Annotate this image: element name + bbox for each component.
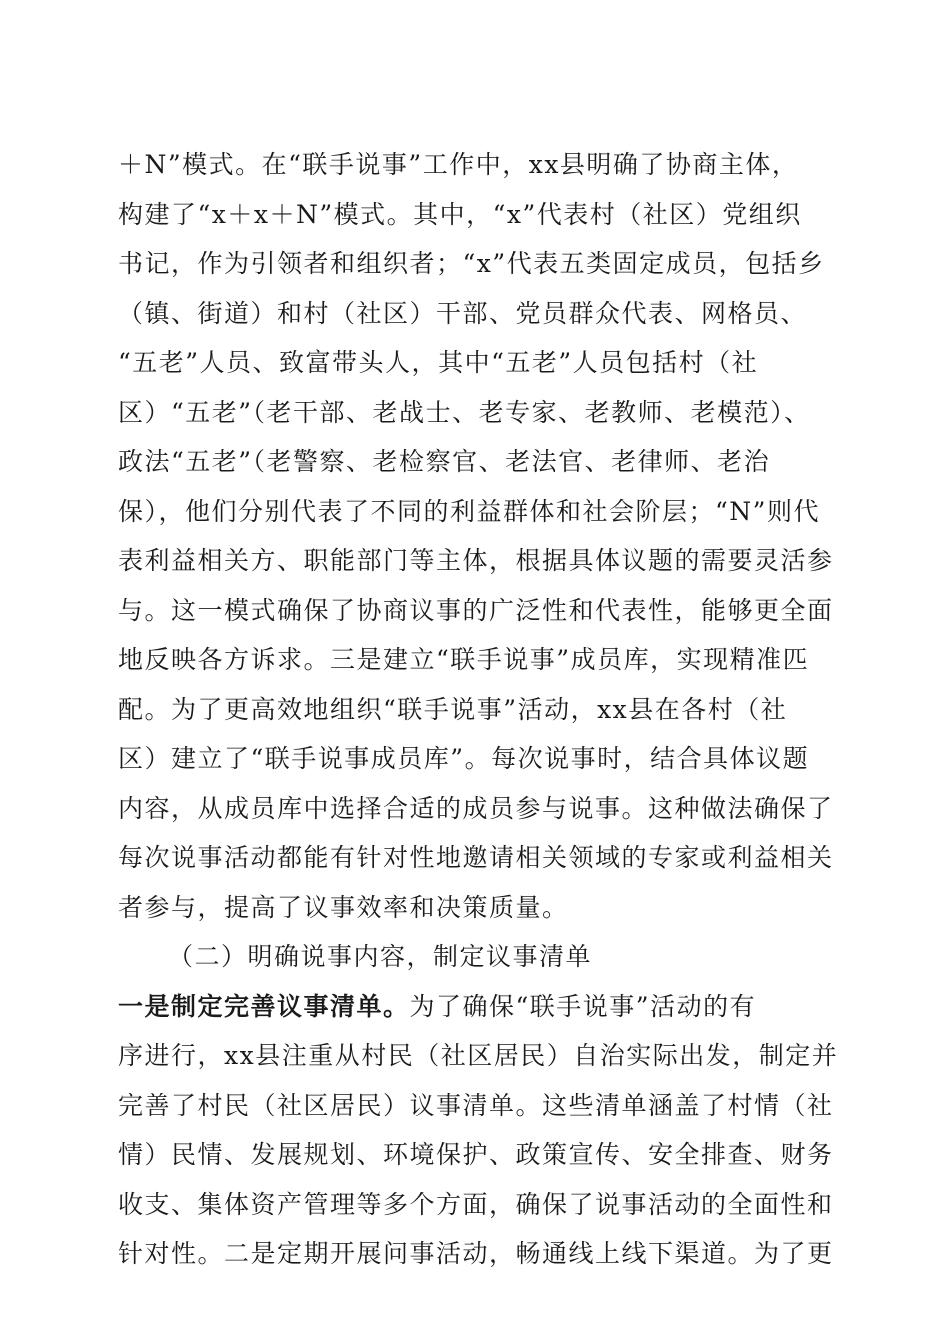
text-line: 政法“五老”（老警察、老检察官、老法官、老律师、老治	[118, 447, 771, 476]
body-text	[118, 140, 839, 1279]
text-line: 地反映各方诉求。三是建立“联手说事”成员库，实现精准匹	[118, 645, 810, 674]
lead-sentence: 一是制定完善议事清单。	[118, 991, 410, 1021]
text-line: 内容，从成员库中选择合适的成员参与说事。这种做法确保了	[118, 793, 834, 823]
text-line: 针对性。二是定期开展问事活动，畅通线上线下渠道。为了更	[118, 1239, 834, 1268]
text-line: （镇、街道）和村（社区）干部、党员群众代表、网格员、	[118, 298, 808, 328]
text-line: 者参与，提高了议事效率和决策质量。	[118, 892, 569, 922]
text-line: 每次说事活动都能有针对性地邀请相关领域的专家或利益相关	[118, 843, 834, 872]
section-heading: （二）明确说事内容，制定议事清单	[168, 942, 593, 971]
text-line: 构建了“x＋x＋N”模式。其中，“x”代表村（社区）党组织	[118, 199, 802, 229]
text-line: 配。为了更高效地组织“联手说事”活动，xx县在各村（社	[118, 694, 788, 724]
text-line: 书记，作为引领者和组织者；“x”代表五类固定成员，包括乡	[118, 249, 825, 278]
text-line: 区）“五老”（老干部、老战士、老专家、老教师、老模范）、	[118, 397, 811, 427]
text-line: 情）民情、发展规划、环境保护、政策宣传、安全排查、财务	[118, 1140, 834, 1169]
text-line: 序进行，xx县注重从村民（社区居民）自治实际出发，制定并	[118, 1041, 839, 1070]
text-line: 表利益相关方、职能部门等主体，根据具体议题的需要灵活参	[118, 546, 834, 575]
lead-line	[118, 982, 830, 1032]
lead-line-rest: 为了确保“联手说事”活动的有	[409, 991, 757, 1021]
text-line: 完善了村民（社区居民）议事清单。这些清单涵盖了村情（社	[118, 1090, 834, 1120]
text-line: 保），他们分别代表了不同的利益群体和社会阶层；“N”则代	[118, 496, 820, 526]
text-line: “五老”人员、致富带头人，其中“五老”人员包括村（社	[118, 348, 759, 377]
text-line: ＋N”模式。在“联手说事”工作中，xx县明确了协商主体，	[118, 150, 799, 179]
text-line: 收支、集体资产管理等多个方面，确保了说事活动的全面性和	[118, 1189, 834, 1219]
text-line: 与。这一模式确保了协商议事的广泛性和代表性，能够更全面	[118, 595, 834, 625]
text-line: 区）建立了“联手说事成员库”。每次说事时，结合具体议题	[118, 744, 810, 773]
